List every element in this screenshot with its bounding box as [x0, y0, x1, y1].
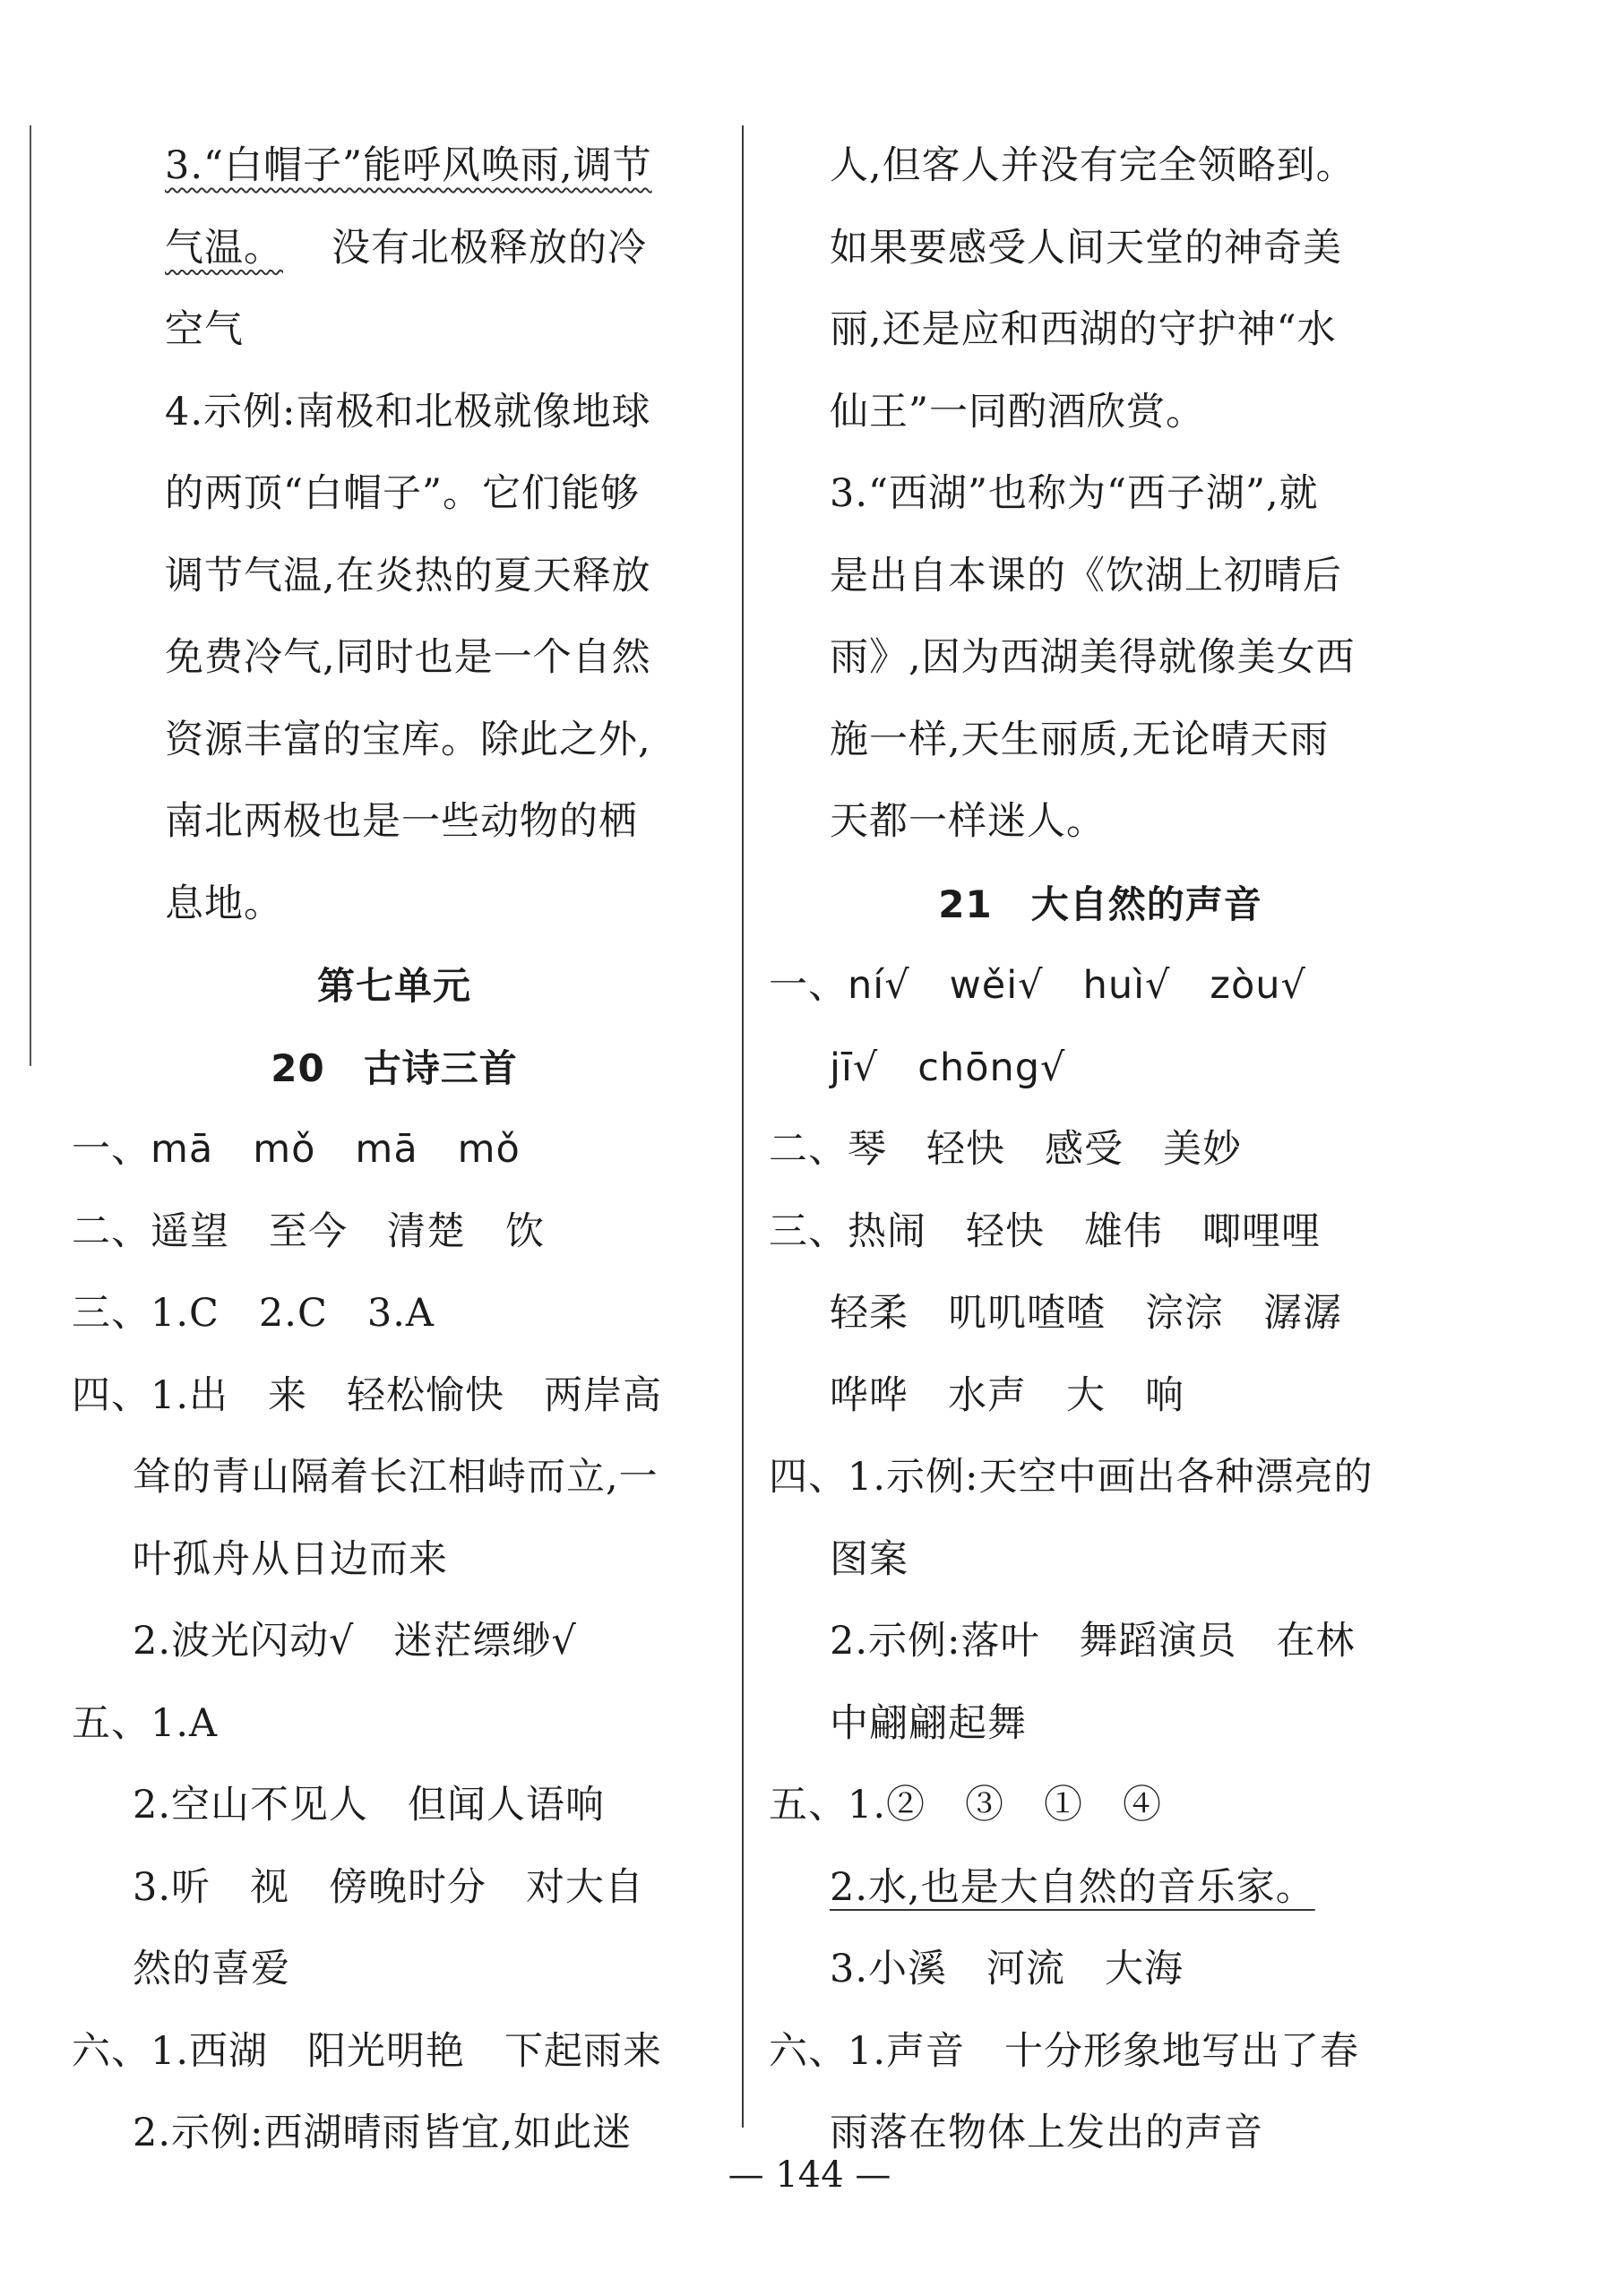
- text-line: 如果要感受人间天堂的神奇美: [830, 225, 1342, 271]
- wavy-underlined-text: 气温。: [165, 225, 283, 271]
- answer-line: 3.听 视 傍晚时分 对大自: [133, 1864, 645, 1910]
- answer-line: 2.示例:西湖晴雨皆宜,如此迷: [133, 2111, 633, 2155]
- answer-line: 四、1.示例:天空中画出各种漂亮的: [769, 1455, 1374, 1500]
- text-line: 是出自本课的《饮湖上初晴后: [830, 553, 1342, 598]
- answer-line: 轻柔 叽叽喳喳 淙淙 潺潺: [830, 1291, 1342, 1336]
- lesson-title: 21 大自然的声音: [938, 881, 1262, 926]
- text-line: [72, 125, 717, 208]
- text-line: 免费冷气,同时也是一个自然: [165, 635, 651, 680]
- text-line: 空气: [165, 307, 244, 352]
- answer-line: 六、1.声音 十分形象地写出了春: [769, 2028, 1360, 2074]
- page-number: — 144 —: [728, 2154, 891, 2196]
- text-line: 4.示例:南极和北极就像地球: [165, 389, 651, 434]
- text-line: 天都一样迷人。: [830, 799, 1106, 844]
- answer-line: 三、热闹 轻快 雄伟 唧哩哩: [769, 1208, 1321, 1254]
- text-segment: 没有北极释放的冷: [332, 225, 647, 271]
- answer-line: 雨落在物体上发出的声音: [830, 2111, 1263, 2155]
- text-line: 施一样,天生丽质,无论晴天雨: [830, 717, 1330, 762]
- answer-line: 中翩翩起舞: [830, 1700, 1027, 1746]
- text-line: 南北两极也是一些动物的栖: [165, 799, 638, 844]
- text-line: 3.“西湖”也称为“西子湖”,就: [830, 471, 1319, 516]
- answer-line: 3.小溪 河流 大海: [830, 1947, 1184, 1991]
- answer-line: 2.示例:落叶 舞蹈演员 在林: [830, 1619, 1356, 1664]
- answer-line: 一、ní√ wěi√ huì√ zòu√: [769, 963, 1306, 1008]
- answer-line: 二、琴 轻快 感受 美妙: [769, 1127, 1242, 1172]
- text-line: 雨》,因为西湖美得就像美女西: [830, 635, 1356, 680]
- answer-line: [769, 1847, 1432, 1930]
- text-line: 调节气温,在炎热的夏天释放: [165, 553, 651, 598]
- wavy-underlined-text: 3.“白帽子”能呼风唤雨,调节: [165, 143, 652, 188]
- answer-line: 然的喜爱: [133, 1947, 290, 1991]
- answer-line: jī√ chōng√: [830, 1045, 1066, 1090]
- left-column: [72, 125, 717, 2175]
- answer-line: 叶孤舟从日边而来: [133, 1536, 448, 1582]
- lesson-title: 20 古诗三首: [271, 1045, 518, 1090]
- text-line: 息地。: [165, 881, 283, 926]
- answer-line: 五、1.② ③ ① ④: [769, 1783, 1163, 1827]
- column-divider: [742, 125, 744, 2128]
- answer-line: 五、1.A: [72, 1700, 219, 1746]
- answer-line: 图案: [830, 1536, 909, 1582]
- answer-line: 四、1.出 来 轻松愉快 两岸高: [72, 1372, 663, 1418]
- answer-line: 2.波光闪动√ 迷茫缥缈√: [133, 1619, 577, 1664]
- unit-title: 第七单元: [316, 964, 471, 1008]
- answer-line: 一、mā mǒ mā mǒ: [72, 1127, 521, 1172]
- underlined-text: 2.水,也是大自然的音乐家。: [830, 1864, 1315, 1910]
- answer-line: 耸的青山隔着长江相峙而立,一: [133, 1455, 659, 1500]
- text-line: 的两顶“白帽子”。它们能够: [165, 471, 640, 516]
- text-line: [72, 208, 717, 290]
- answer-line: 2.空山不见人 但闻人语响: [133, 1783, 606, 1827]
- answer-line: 二、遥望 至今 清楚 饮: [72, 1208, 545, 1254]
- answer-line: 六、1.西湖 阳光明艳 下起雨来: [72, 2028, 663, 2074]
- right-column: [769, 125, 1432, 2175]
- left-margin-rule: [30, 125, 31, 1066]
- text-line: 资源丰富的宝库。除此之外,: [165, 717, 651, 762]
- answer-line: 三、1.C 2.C 3.A: [72, 1291, 435, 1336]
- answer-line: 哗哗 水声 大 响: [830, 1372, 1184, 1418]
- text-line: 仙王”一同酌酒欣赏。: [830, 389, 1205, 434]
- text-line: 人,但客人并没有完全领略到。: [830, 143, 1356, 188]
- text-line: 丽,还是应和西湖的守护神“水: [830, 307, 1337, 352]
